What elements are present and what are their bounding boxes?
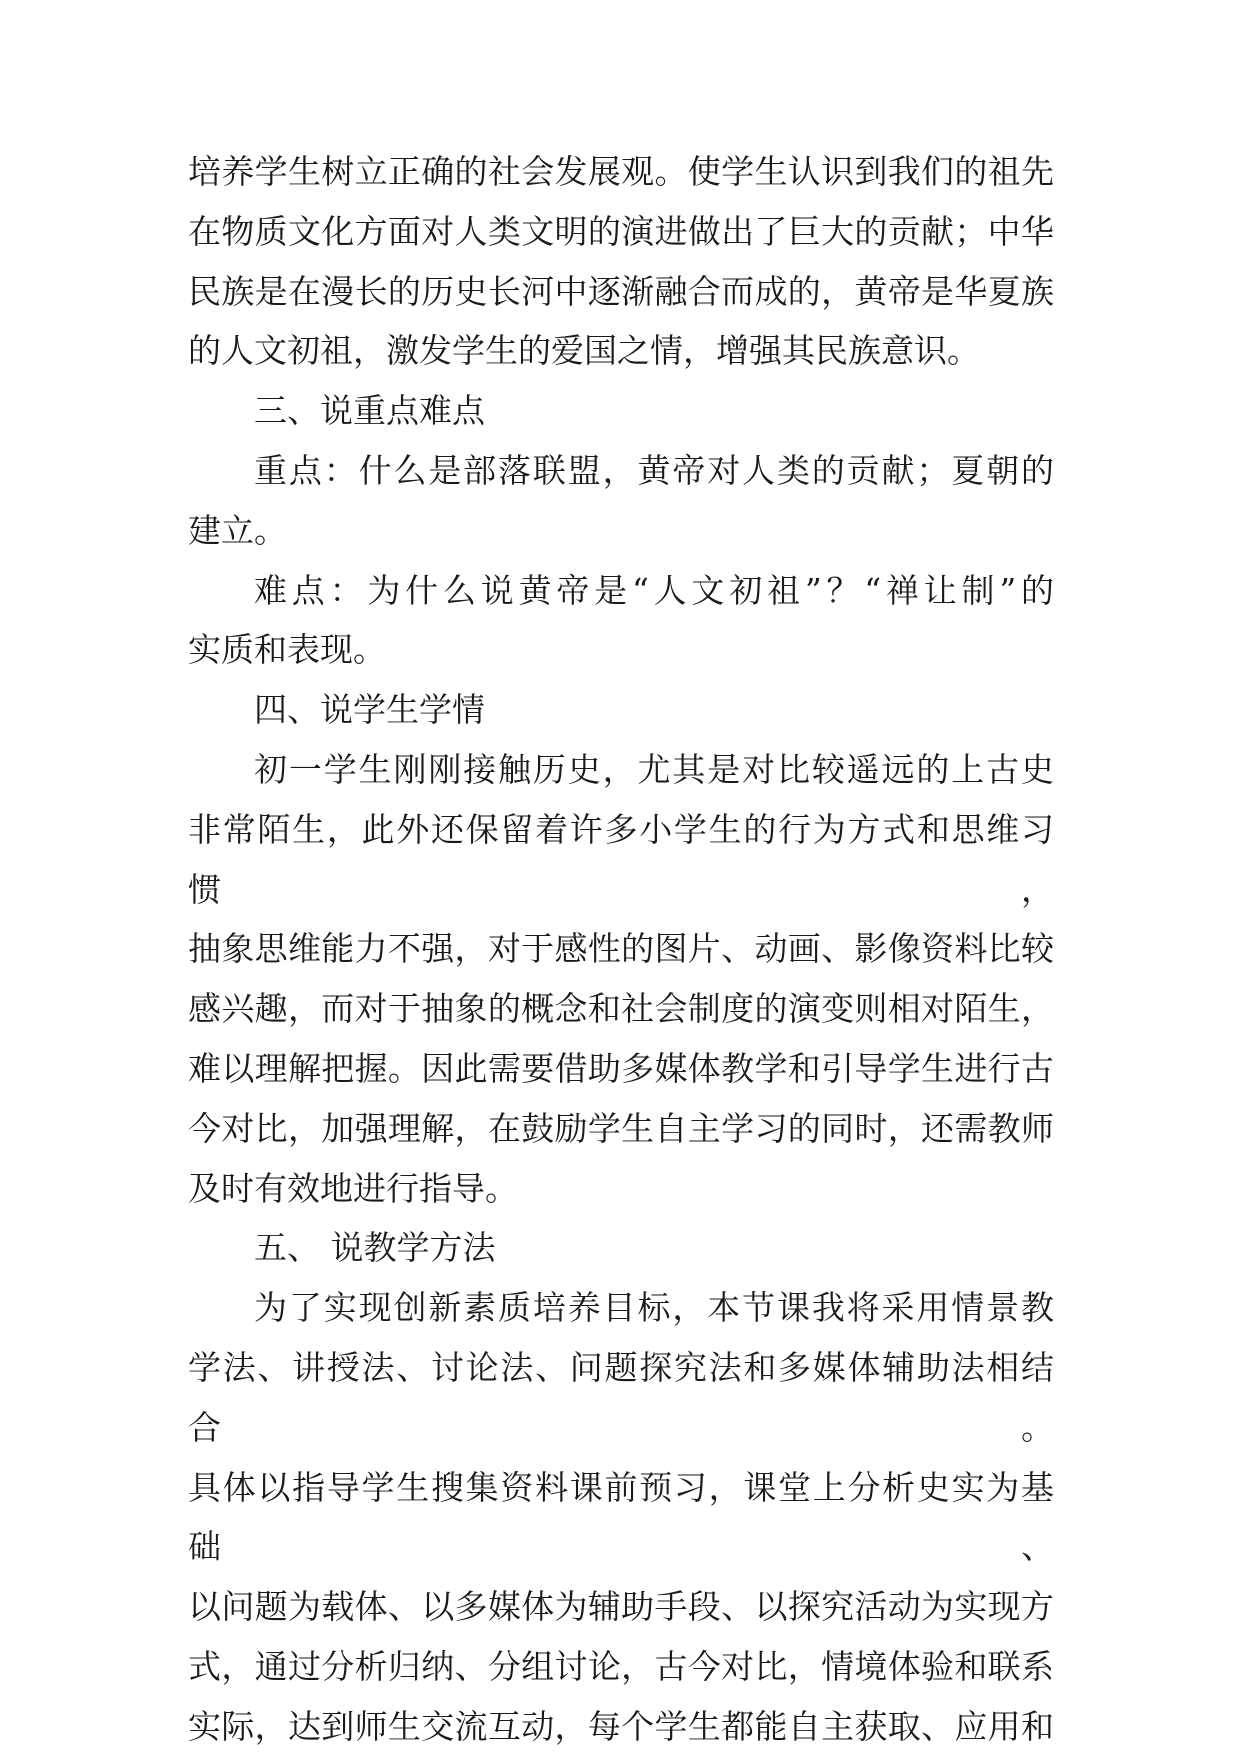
paragraph-key-points [188, 441, 1054, 561]
text-line: 在物质文化方面对人类文明的演进做出了巨大的贡献；中华 [188, 211, 1054, 251]
text-line: 实质和表现。 [188, 630, 386, 670]
text-line: 民族是在漫长的历史长河中逐渐融合而成的，黄帝是华夏族 [188, 271, 1054, 311]
text-line: 以问题为载体、以多媒体为辅助手段、以探究活动为实现方 [188, 1587, 1054, 1627]
text-line: 的人文初祖，激发学生的爱国之情，增强其民族意识。 [188, 331, 980, 371]
text-line: 学法、讲授法、讨论法、问题探究法和多媒体辅助法相结合。 [188, 1347, 1054, 1447]
text-line: 非常陌生，此外还保留着许多小学生的行为方式和思维习惯， [188, 809, 1054, 909]
text-line: 难点：为什么说黄帝是“人文初祖”？“禅让制”的 [254, 570, 1054, 610]
text-line: 建立。 [188, 510, 287, 550]
paragraph-difficulties [188, 561, 1054, 681]
paragraph-teaching-methods [188, 1278, 1054, 1756]
text-line: 具体以指导学生搜集资料课前预习，课堂上分析史实为基础、 [188, 1467, 1054, 1567]
heading-text: 四、说学生学情 [254, 690, 485, 730]
text-line: 感兴趣，而对于抽象的概念和社会制度的演变则相对陌生， [188, 989, 1054, 1029]
text-line: 抽象思维能力不强，对于感性的图片、动画、影像资料比较 [188, 929, 1054, 969]
text-line: 为了实现创新素质培养目标，本节课我将采用情景教 [254, 1288, 1054, 1328]
text-line: 式，通过分析归纳、分组讨论，古今对比，情境体验和联系 [188, 1646, 1054, 1686]
text-line: 实际，达到师生交流互动，每个学生都能自主获取、应用和 [188, 1706, 1054, 1746]
heading-text: 五、 说教学方法 [254, 1228, 496, 1268]
paragraph-student-situation [188, 740, 1054, 1218]
text-line: 初一学生刚刚接触历史，尤其是对比较遥远的上古史 [254, 749, 1054, 789]
text-line: 难以理解把握。因此需要借助多媒体教学和引导学生进行古 [188, 1048, 1054, 1088]
document-body [188, 142, 1054, 1757]
text-line: 及时有效地进行指导。 [188, 1168, 518, 1208]
section-heading-key-points [188, 381, 1054, 441]
paragraph-objectives-continued [188, 142, 1054, 381]
section-heading-teaching-methods [188, 1218, 1054, 1278]
section-heading-student-situation [188, 680, 1054, 740]
heading-text: 三、说重点难点 [254, 391, 485, 431]
text-line: 今对比，加强理解，在鼓励学生自主学习的同时，还需教师 [188, 1108, 1054, 1148]
text-line: 培养学生树立正确的社会发展观。使学生认识到我们的祖先 [188, 152, 1054, 191]
text-line: 重点：什么是部落联盟，黄帝对人类的贡献；夏朝的 [254, 450, 1054, 490]
